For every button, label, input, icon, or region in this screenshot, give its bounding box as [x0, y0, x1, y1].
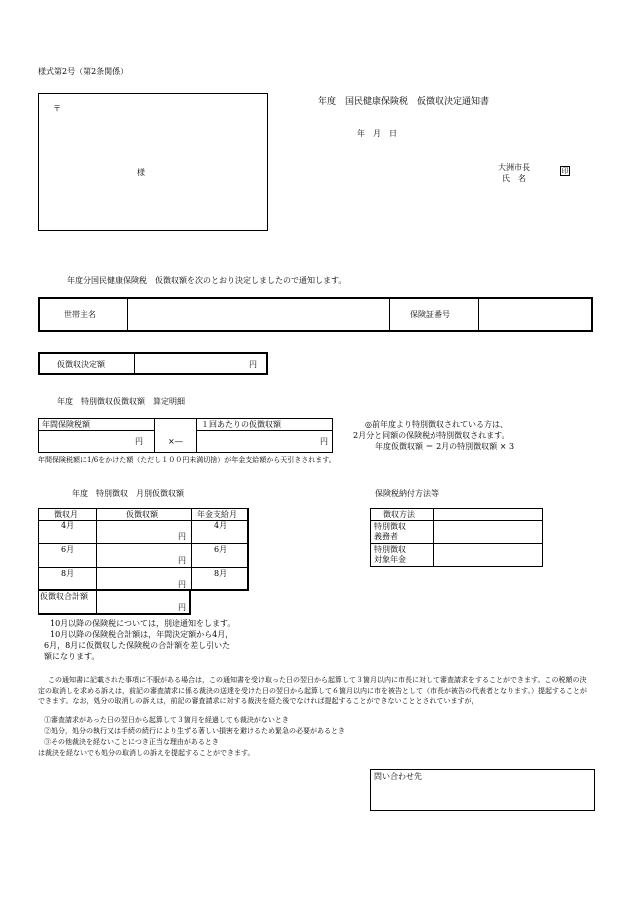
divider — [96, 509, 97, 590]
document-title: 年度 国民健康保険税 仮徴収決定通知書 — [318, 97, 490, 107]
amount-unit-6: 円 — [178, 556, 186, 565]
payment-table — [370, 508, 543, 567]
issuer-name-label: 氏 名 — [502, 174, 526, 183]
divide-operator: ×― — [168, 437, 183, 446]
month-4: 4月 — [61, 521, 75, 530]
monthly-note-1: 10月以降の保険税については，別途通知をします。 — [50, 619, 236, 628]
issue-date: 年 月 日 — [357, 129, 397, 138]
appeal-notice: この通知書に記載された事項に不服がある場合は，この通知書を受け取った日の翌日から起算して３箇月以内に市長に対して審査請求をすることができます。この税額の決定の取消しを求める訴えは，前記の審査請求に係る裁決の送達を受けた日の翌日から起算して６箇月以内に市を被告として（市長が被告の代表者となります。）提起することができます。なお，処分の取消しの訴えは，前記の審査請求に対する裁決を経た後でなければ提起することができないこととされていますが， — [38, 676, 587, 705]
divider — [389, 299, 390, 330]
insurance-no-label: 保険証番号 — [410, 310, 450, 319]
provisional-amount-unit: 円 — [249, 360, 257, 369]
postal-mark: 〒 — [53, 104, 61, 113]
divider — [39, 430, 154, 431]
divider — [371, 520, 542, 521]
appeal-item-2: ②処分，処分の執行又は手続の続行により生ずる著しい損害を避けるため緊急の必要があるとき — [44, 727, 345, 735]
side-note-formula: 年度仮徴収額 ＝ 2月の特別徴収額 × 3 — [375, 442, 515, 451]
seal-mark: 印 — [561, 167, 569, 175]
divider — [154, 419, 155, 452]
calc-table — [38, 418, 333, 453]
pension-8: 8月 — [214, 569, 228, 578]
provisional-amount-box — [38, 352, 268, 375]
target-pension-label: 特別徴収 対象年金 — [374, 545, 406, 564]
appeal-item-1: ①審査請求があった日の翌日から起算して３箇月を経過しても裁決がないとき — [44, 716, 289, 724]
form-number: 様式第2号（第2条関係） — [38, 67, 129, 76]
withholding-agent-label: 特別徴収 義務者 — [374, 522, 406, 541]
amount-unit-8: 円 — [178, 580, 186, 589]
month-8: 8月 — [61, 569, 75, 578]
monthly-note-2: 10月以降の保険税合計額は，年間決定額から4月， — [50, 630, 234, 639]
divider — [371, 543, 542, 544]
col-amount-header: 仮徴収額 — [126, 510, 158, 519]
divider — [39, 567, 247, 568]
divider — [134, 354, 135, 373]
pension-4: 4月 — [214, 521, 228, 530]
side-note-line2: 2月分と同額の保険税が特別徴収されます。 — [353, 431, 510, 440]
col-pension-header: 年金支給月 — [197, 510, 237, 519]
monthly-note-3: 6月，8月に仮徴収した保険税の合計額を差し引いた — [44, 641, 231, 650]
contact-label: 問い合わせ先 — [374, 772, 422, 781]
household-table — [38, 297, 593, 332]
side-note-line1: ◎前年度より特別徴収されている方は、 — [365, 420, 508, 429]
addressee-honorific: 様 — [137, 168, 145, 177]
annual-tax-unit: 円 — [135, 437, 143, 446]
divider — [478, 299, 479, 330]
divider — [196, 419, 197, 452]
monthly-note-4: 額になります。 — [44, 652, 100, 661]
col-month-header: 徴収月 — [54, 510, 78, 519]
divider — [433, 509, 434, 566]
payment-method-header: 徴収方法 — [383, 510, 415, 519]
calc-heading: 年度 特別徴収仮徴収額 算定明細 — [57, 397, 185, 406]
calc-note: 年間保険税額に1/6をかけた額（ただし１００円未満切捨）が年金支給額から天引きされます。 — [38, 456, 336, 464]
address-box — [38, 93, 268, 231]
contact-box — [370, 769, 595, 811]
intro-text: 年度分国民健康保険税 仮徴収額を次のとおり決定しましたので通知します。 — [67, 276, 347, 285]
divider — [39, 543, 247, 544]
appeal-item-3: ③その他裁決を経ないことにつき正当な理由があるとき — [44, 738, 219, 746]
month-6: 6月 — [61, 545, 75, 554]
monthly-table — [38, 508, 249, 591]
annual-tax-label: 年間保険税額 — [42, 420, 90, 429]
divider — [191, 509, 192, 590]
monthly-total-label: 仮徴収合計額 — [40, 592, 88, 601]
monthly-heading: 年度 特別徴収 月別仮徴収額 — [72, 489, 184, 498]
appeal-closing: は裁決を経ないでも処分の取消しの訴えを提起することができます。 — [38, 749, 255, 757]
per-installment-unit: 円 — [320, 437, 328, 446]
payment-heading: 保険税納付方法等 — [375, 489, 439, 498]
monthly-total-box — [38, 590, 191, 615]
pension-6: 6月 — [214, 545, 228, 554]
issuer-title: 大洲市長 — [498, 163, 530, 172]
household-head-label: 世帯主名 — [64, 310, 96, 319]
amount-unit-4: 円 — [178, 532, 186, 541]
divider — [127, 299, 128, 330]
per-installment-label: １回あたりの仮徴収額 — [201, 420, 281, 429]
provisional-amount-label: 仮徴収決定額 — [57, 360, 105, 369]
divider — [96, 591, 97, 613]
monthly-total-unit: 円 — [178, 603, 186, 612]
divider — [196, 430, 332, 431]
